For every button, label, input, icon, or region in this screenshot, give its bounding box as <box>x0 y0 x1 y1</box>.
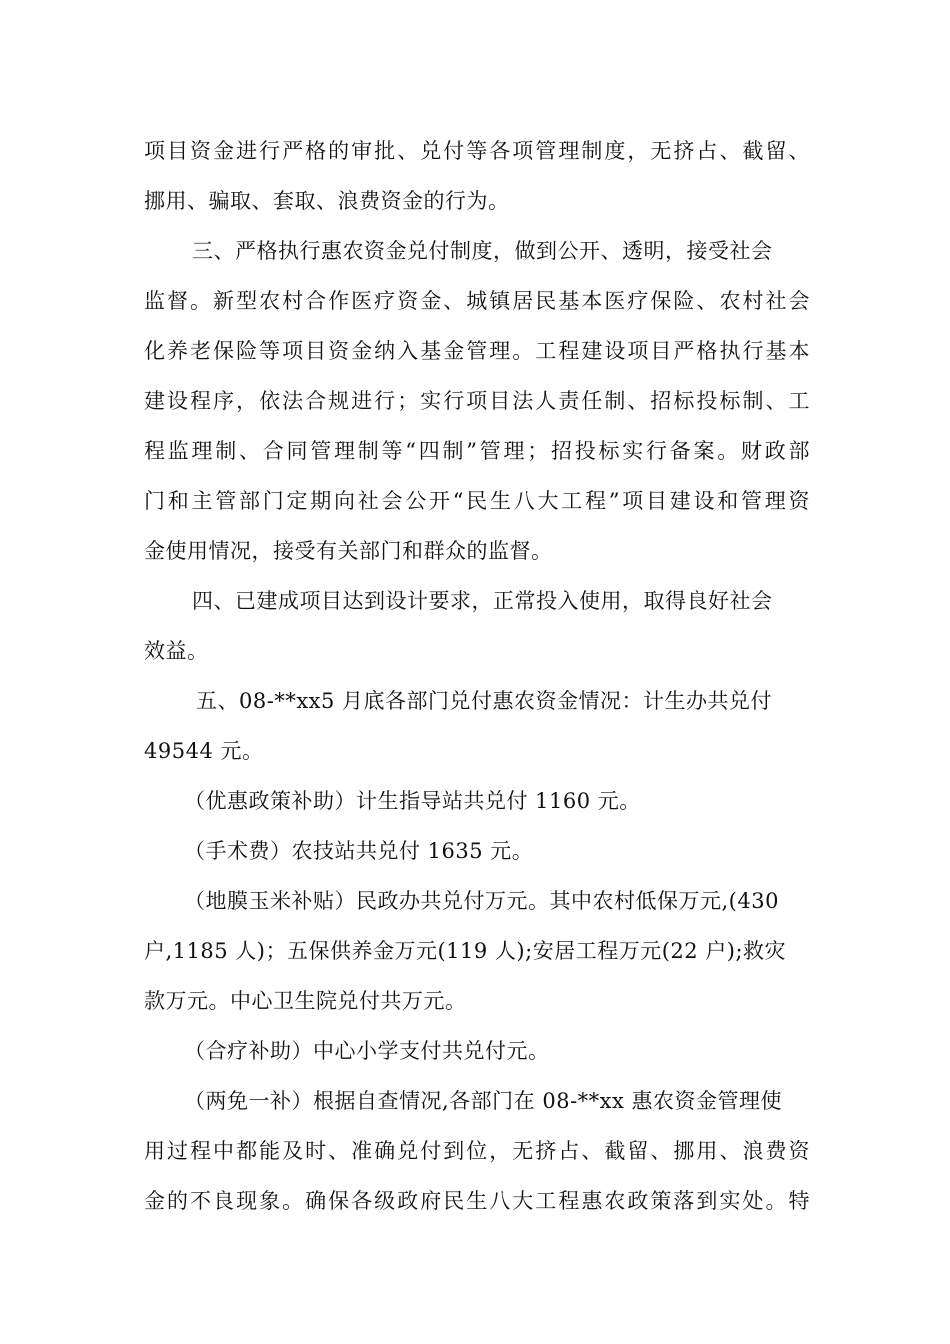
text-line: 户,1185 人)；五保供养金万元(119 人);安居工程万元(22 户);救灾 <box>144 939 787 963</box>
text-line: 金的不良现象。确保各级政府民生八大工程惠农政策落到实处。特 <box>144 1189 810 1213</box>
text-line: （合疗补助）中心小学支付共兑付元。 <box>184 1039 550 1063</box>
text-line: 挪用、骗取、套取、浪费资金的行为。 <box>144 189 510 213</box>
text-line: 化养老保险等项目资金纳入基金管理。工程建设项目严格执行基本 <box>144 339 810 363</box>
text-line: （手术费）农技站共兑付 1635 元。 <box>184 839 534 863</box>
text-line: 四、已建成项目达到设计要求，正常投入使用，取得良好社会 <box>192 589 773 613</box>
text-line: 效益。 <box>144 639 209 663</box>
text-line: 五、08-**xx5 月底各部门兑付惠农资金情况：计生办共兑付 <box>196 689 773 713</box>
text-line: （优惠政策补助）计生指导站共兑付 1160 元。 <box>184 789 641 813</box>
text-line: 三、严格执行惠农资金兑付制度，做到公开、透明，接受社会 <box>192 239 773 263</box>
text-line: （两免一补）根据自查情况,各部门在 08-**xx 惠农资金管理使 <box>184 1089 783 1113</box>
text-line: （地膜玉米补贴）民政办共兑付万元。其中农村低保万元,(430 <box>184 889 779 913</box>
text-line: 程监理制、合同管理制等“四制”管理；招投标实行备案。财政部 <box>144 439 810 463</box>
text-line: 用过程中都能及时、准确兑付到位，无挤占、截留、挪用、浪费资 <box>144 1139 810 1163</box>
text-line: 门和主管部门定期向社会公开“民生八大工程”项目建设和管理资 <box>144 489 810 513</box>
text-line: 建设程序，依法合规进行；实行项目法人责任制、招标投标制、工 <box>144 389 810 413</box>
text-line: 49544 元。 <box>144 739 264 763</box>
text-line: 金使用情况，接受有关部门和群众的监督。 <box>144 539 553 563</box>
text-line: 项目资金进行严格的审批、兑付等各项管理制度，无挤占、截留、 <box>144 139 810 163</box>
text-line: 款万元。中心卫生院兑付共万元。 <box>144 989 467 1013</box>
text-line: 监督。新型农村合作医疗资金、城镇居民基本医疗保险、农村社会 <box>144 289 810 313</box>
